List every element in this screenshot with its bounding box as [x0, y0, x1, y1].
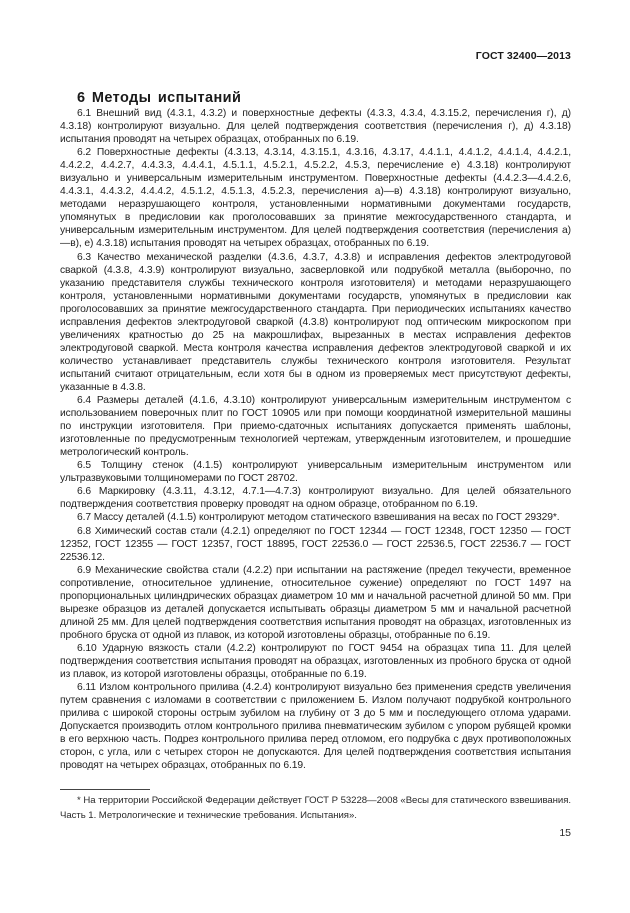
paragraph-6-4: 6.4 Размеры деталей (4.1.6, 4.3.10) контролируют универсальным измерительным инструментом с использованием поверочных плит по ГОСТ 10905 или при помощи координатной измерительной машины по инструкции изготовителя. При приемо-сдаточных испытаниях допускается применять шаблоны, изготовленные по предусмотренным технологией чертежам, утвержденным изготовителем, и прошедшие метрологический контроль. — [60, 395, 571, 459]
paragraph-6-1: 6.1 Внешний вид (4.3.1, 4.3.2) и поверхностные дефекты (4.3.3, 4.3.4, 4.3.15.2, перечисления г), д) 4.3.18) контролируют визуально. Для целей подтверждения соответствия (перечисления г), д) 4.3.18) испытания проводят на четырех образцах, отобранных по 6.19. — [60, 108, 571, 146]
paragraph-6-10: 6.10 Ударную вязкость стали (4.2.2) контролируют по ГОСТ 9454 на образцах типа 11. Для целей подтверждения соответствия испытания проводят на образцах, изготовленных из пробного бруска от одной из плавок, из которой изготовлены образцы, отобранные по 6.19. — [60, 642, 571, 681]
document-number-header: ГОСТ 32400—2013 — [475, 50, 571, 62]
paragraph-6-11: 6.11 Излом контрольного прилива (4.2.4) контролируют визуально без применения средств увеличения путем сравнения с изломами в соответствии с приложением Б. Излом получают подрубкой контрольного прилива с широкой стороны острым зубилом на глубину от 3 до 5 мм и последующего отлома ударами. Допускается производить отлом контрольного прилива пневматическим зубилом с упором рубящей кромки в его верхнюю часть. Подрез контрольного прилива перед отломом, его подрубка с двух противоположных сторон, с угла, или с четырех сторон не допускаются. Для целей подтверждения соответствия испытания проводят на четырех образцах, отобранных по 6.19. — [60, 682, 571, 772]
paragraph-6-6: 6.6 Маркировку (4.3.11, 4.3.12, 4.7.1—4.7.3) контролируют визуально. Для целей обязательного подтверждения соответствия проверку проводят на одном образце, отобранном по 6.19. — [60, 486, 571, 511]
paragraph-6-5: 6.5 Толщину стенок (4.1.5) контролируют универсальным измерительным инструментом или ультразвуковыми толщиномерами по ГОСТ 28702. — [60, 460, 571, 485]
paragraph-6-7: 6.7 Массу деталей (4.1.5) контролируют методом статического взвешивания на весах по ГОСТ 29329*. — [77, 512, 560, 524]
paragraph-6-8: 6.8 Химический состав стали (4.2.1) определяют по ГОСТ 12344 — ГОСТ 12348, ГОСТ 12350 — ГОСТ 12352, ГОСТ 12355 — ГОСТ 12357, ГОСТ 18895, ГОСТ 22536.0 — ГОСТ 22536.5, ГОСТ 22536.7 — ГОСТ 22536.12. — [60, 525, 571, 563]
paragraph-6-2: 6.2 Поверхностные дефекты (4.3.13, 4.3.14, 4.3.15.1, 4.3.16, 4.3.17, 4.4.1.1, 4.4.1.2, 4.4.1.4, 4.4.2.1, 4.4.2.2, 4.4.2.7, 4.4.3.3, 4.4.4.1, 4.5.1.1, 4.5.2.1, 4.5.2.2, 4.5.3, перечисление е) 4.3.18) контролируют визуально и универсальным измерительным инструментом. Поверхностные дефекты (4.4.2.3—4.4.2.6, 4.4.3.1, 4.4.3.2, 4.4.4.2, 4.5.1.2, 4.5.1.3, 4.5.2.3, перечисления а)—в) 4.3.18) контролируют визуально, методами неразрушающего контроля, установленными нормативными документами государств, упомянутых в предисловии как проголосовавших за принятие межгосударственного стандарта, и универсальным измерительным инструментом. Для целей подтверждения соответствия (перечисления а)—в), е) 4.3.18) испытания проводят на четырех образцах, отобранных по 6.19. — [60, 147, 571, 250]
section-heading: 6 Методы испытаний — [77, 90, 242, 107]
footnote-text: * На территории Российской Федерации действует ГОСТ Р 53228—2008 «Весы для статического взвешивания. Часть 1. Метрологические и технические требования. Испытания». — [60, 795, 571, 821]
footnote-block — [60, 794, 571, 823]
footnote-divider — [60, 789, 150, 790]
paragraph-6-9: 6.9 Механические свойства стали (4.2.2) при испытании на растяжение (предел текучести, временное сопротивление, относительное удлинение, относительное сужение) определяют по ГОСТ 1497 на пропорциональных цилиндрических образцах диаметром 10 мм и начальной расчетной длиной 50 мм. При вырезке образцов из деталей допускается испытывать образцы диаметром 5 мм и начальной расчетной длиной 25 мм. Для целей подтверждения соответствия испытания проводят на образцах, изготовленных из пробного бруска от одной из плавок, из которой изготовлены образцы, отобранные по 6.19. — [60, 564, 571, 641]
paragraph-6-3: 6.3 Качество механической разделки (4.3.6, 4.3.7, 4.3.8) и исправления дефектов электродуговой сваркой (4.3.8, 4.3.9) контролируют визуально, засверловкой или подрубкой металла (выборочно, по указанию представителя службы технического контроля изготовителя) и методами неразрушающего контроля, установленными нормативными документами государств, упомянутых в предисловии как проголосовавших за принятие межгосударственного стандарта. При периодических испытаниях качество исправления дефектов электродуговой сваркой (4.3.8) контролируют под оптическим микроскопом при увеличениях кратностью до 25 на макрошлифах, вырезанных в местах исправления дефектов электродуговой сваркой. Места контроля качества исправления дефектов электродуговой сваркой и их количество устанавливает представитель службы технического контроля изготовителя. Результат испытаний считают отрицательным, если хотя бы в одном из проверяемых мест присутствуют дефекты, указанные в 4.3.8. — [60, 251, 571, 393]
page-number: 15 — [559, 827, 571, 839]
section-body — [60, 107, 571, 772]
